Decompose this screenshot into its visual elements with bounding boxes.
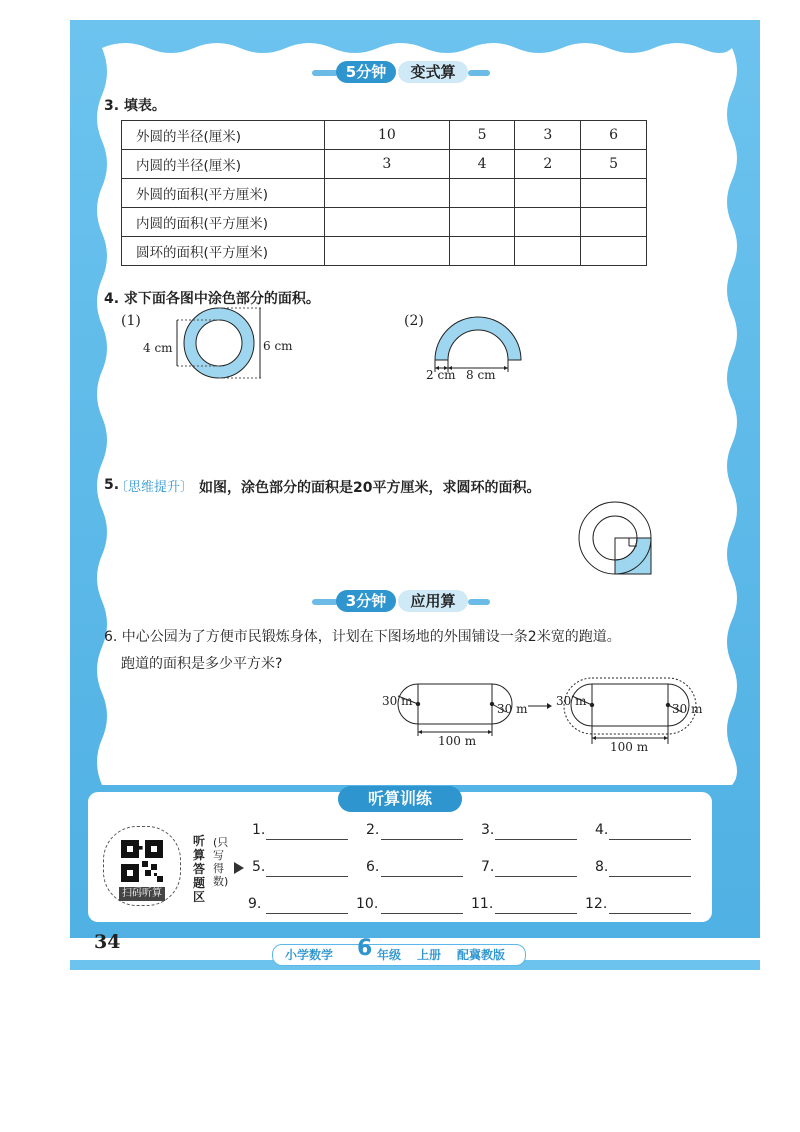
section-time-badge: 5分钟: [336, 61, 396, 83]
answer-cell[interactable]: [325, 237, 450, 266]
table-row: [122, 179, 647, 208]
answer-cell[interactable]: [449, 208, 515, 237]
answer-number: 11.: [471, 896, 494, 912]
row-label: 内圆的半径(厘米): [122, 150, 325, 179]
qr-code-icon: [121, 840, 163, 882]
answer-number: 4.: [595, 822, 609, 838]
answer-cell[interactable]: [325, 179, 450, 208]
table-cell: 3: [325, 150, 450, 179]
header-dash-left: [312, 599, 338, 605]
inner-diameter-label: 4 cm: [143, 341, 173, 355]
annulus-square-figure: [565, 490, 665, 590]
section-time-badge: 3分钟: [336, 590, 396, 612]
q6-line2: 跑道的面积是多少平方米?: [121, 656, 283, 672]
footer-banner: [272, 936, 526, 966]
outer-diameter-label: 6 cm: [263, 339, 293, 353]
answer-number: 1.: [252, 822, 266, 838]
answer-cell[interactable]: [515, 208, 581, 237]
q3-table: [121, 120, 647, 266]
radius-label: 30 m: [497, 702, 528, 716]
answer-blank[interactable]: [381, 838, 463, 840]
q6-line1: 6. 中心公园为了方便市民锻炼身体，计划在下图场地的外围铺设一条2米宽的跑道。: [104, 629, 621, 645]
answer-blank[interactable]: [609, 875, 691, 877]
answer-blank[interactable]: [381, 912, 463, 914]
footer-grade-unit: 年级: [377, 948, 402, 962]
radius-label: 30 m: [556, 694, 587, 708]
table-cell: 10: [325, 121, 450, 150]
answer-cell[interactable]: [515, 179, 581, 208]
answer-number: 7.: [481, 859, 495, 875]
answer-blank[interactable]: [495, 838, 577, 840]
row-label: 圆环的面积(平方厘米): [122, 237, 325, 266]
answer-cell[interactable]: [581, 179, 647, 208]
ring-width-label: 2 cm: [426, 368, 456, 382]
answer-number: 9.: [248, 896, 262, 912]
length-label: 100 m: [438, 734, 477, 748]
q3-title: 3. 填表。: [104, 98, 166, 114]
answer-cell[interactable]: [581, 208, 647, 237]
row-label: 外圆的面积(平方厘米): [122, 179, 325, 208]
table-row: [122, 208, 647, 237]
footer-edition: 配冀教版: [457, 948, 506, 962]
answer-number: 5.: [252, 859, 266, 875]
answer-cell[interactable]: [449, 237, 515, 266]
answer-number: 12.: [585, 896, 608, 912]
answer-blank[interactable]: [381, 875, 463, 877]
table-cell: 4: [449, 150, 515, 179]
fig1-label: (1): [121, 313, 141, 329]
footer-term: 上册: [417, 948, 442, 962]
table-cell: 3: [515, 121, 581, 150]
fig2-label: (2): [404, 313, 424, 329]
thinking-tag: 〔思维提升〕: [115, 480, 194, 495]
radius-label: 30 m: [672, 702, 703, 716]
table-row: [122, 150, 647, 179]
footer-subject: 小学数学: [285, 948, 334, 962]
table-cell: 5: [449, 121, 515, 150]
radius-label: 30 m: [382, 694, 413, 708]
play-arrow-icon: [234, 862, 244, 874]
answer-cell[interactable]: [515, 237, 581, 266]
table-row: [122, 121, 647, 150]
qr-label: 扫码听算: [119, 887, 165, 901]
q5-text: 如图，涂色部分的面积是20平方厘米，求圆环的面积。: [199, 480, 541, 496]
page-number: 34: [94, 931, 121, 953]
answer-number: 8.: [595, 859, 609, 875]
row-label: 内圆的面积(平方厘米): [122, 208, 325, 237]
row-label: 外圆的半径(厘米): [122, 121, 325, 150]
table-cell: 2: [515, 150, 581, 179]
answer-blank[interactable]: [266, 838, 348, 840]
answer-blank[interactable]: [495, 875, 577, 877]
listening-title: 听算训练: [338, 786, 462, 812]
answer-area-label: 听算答题区: [193, 834, 206, 904]
answer-number: 10.: [356, 896, 379, 912]
answer-number: 3.: [481, 822, 495, 838]
footer-grade: 6: [357, 936, 373, 961]
answer-blank[interactable]: [266, 912, 348, 914]
header-dash-right: [468, 599, 490, 605]
header-dash-right: [468, 70, 490, 76]
section-title: 变式算: [398, 61, 468, 83]
answer-blank[interactable]: [495, 912, 577, 914]
q4-title: 4. 求下面各图中涂色部分的面积。: [104, 291, 320, 307]
answer-number: 6.: [366, 859, 380, 875]
answer-cell[interactable]: [449, 179, 515, 208]
answer-blank[interactable]: [609, 912, 691, 914]
q5-number: 5.: [104, 477, 120, 493]
answer-cell[interactable]: [325, 208, 450, 237]
answer-cell[interactable]: [581, 237, 647, 266]
track-figure: [380, 674, 710, 754]
section-title: 应用算: [398, 590, 468, 612]
table-cell: 6: [581, 121, 647, 150]
table-row: [122, 237, 647, 266]
qr-code-frame[interactable]: [103, 826, 181, 906]
answer-blank[interactable]: [266, 875, 348, 877]
header-dash-left: [312, 70, 338, 76]
answer-number: 2.: [366, 822, 380, 838]
inner-gap-label: 8 cm: [466, 368, 496, 382]
answer-blank[interactable]: [609, 838, 691, 840]
length-label: 100 m: [610, 740, 649, 754]
answer-area-note: (只写得数): [213, 836, 229, 888]
table-cell: 5: [581, 150, 647, 179]
